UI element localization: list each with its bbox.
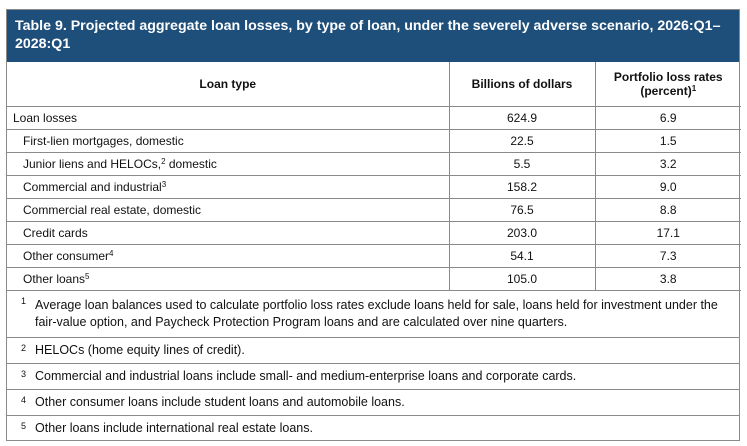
row-billions: 624.9 bbox=[449, 107, 595, 130]
row-billions: 22.5 bbox=[449, 130, 595, 153]
row-footnote-mark: 5 bbox=[85, 272, 90, 281]
row-label bbox=[7, 245, 449, 268]
table-row bbox=[7, 130, 741, 153]
footnote bbox=[7, 416, 739, 441]
row-label-text: First-lien mortgages, domestic bbox=[23, 134, 184, 148]
loan-losses-table bbox=[7, 62, 741, 291]
row-billions: 76.5 bbox=[449, 199, 595, 222]
footnote-mark: 3 bbox=[21, 369, 27, 379]
table-header-row bbox=[7, 62, 741, 107]
footnote-text: Commercial and industrial loans include small- and medium-enterprise loans and corporate cards. bbox=[35, 369, 577, 383]
table-row bbox=[7, 107, 741, 130]
row-loss-rate: 3.8 bbox=[595, 268, 741, 291]
row-label bbox=[7, 130, 449, 153]
header-loss-rate-line1: Portfolio loss rates bbox=[613, 70, 723, 84]
header-billions: Billions of dollars bbox=[449, 62, 595, 107]
row-billions: 203.0 bbox=[449, 222, 595, 245]
row-loss-rate: 1.5 bbox=[595, 130, 741, 153]
table-row bbox=[7, 176, 741, 199]
row-loss-rate: 3.2 bbox=[595, 153, 741, 176]
table-row bbox=[7, 199, 741, 222]
row-label-text: Commercial and industrial bbox=[23, 180, 162, 194]
table-title: Table 9. Projected aggregate loan losses, by type of loan, under the severely adverse scenario, 2026:Q1–2028:Q1 bbox=[7, 10, 739, 62]
row-label bbox=[7, 153, 449, 176]
row-label-text: Credit cards bbox=[23, 226, 88, 240]
footnote bbox=[7, 291, 739, 338]
header-loss-rate-note: 1 bbox=[691, 84, 697, 93]
footnotes bbox=[7, 291, 739, 441]
row-label-text: Loan losses bbox=[13, 111, 78, 125]
row-label-text: Commercial real estate, domestic bbox=[23, 203, 202, 217]
row-label-text: Junior liens and HELOCs, bbox=[23, 157, 162, 171]
footnote-mark: 2 bbox=[21, 343, 27, 353]
footnote bbox=[7, 364, 739, 390]
header-loss-rate bbox=[595, 62, 741, 107]
row-label bbox=[7, 222, 449, 245]
row-label bbox=[7, 199, 449, 222]
footnote-text: Other loans include international real estate loans. bbox=[35, 421, 313, 435]
row-billions: 5.5 bbox=[449, 153, 595, 176]
row-loss-rate: 17.1 bbox=[595, 222, 741, 245]
table-row bbox=[7, 245, 741, 268]
footnote-text: Other consumer loans include student loans and automobile loans. bbox=[35, 395, 405, 409]
header-loan-type: Loan type bbox=[7, 62, 449, 107]
row-label-suffix: domestic bbox=[165, 157, 217, 171]
row-loss-rate: 9.0 bbox=[595, 176, 741, 199]
row-footnote-mark: 2 bbox=[161, 157, 166, 166]
footnote-text: Average loan balances used to calculate portfolio loss rates exclude loans held for sale, loans held for investment under the fair-value option, and Paycheck Protection Program loans and are calculated over nine quarters. bbox=[35, 298, 718, 329]
row-loss-rate: 7.3 bbox=[595, 245, 741, 268]
table-row bbox=[7, 153, 741, 176]
row-billions: 54.1 bbox=[449, 245, 595, 268]
table-row bbox=[7, 222, 741, 245]
row-loss-rate: 8.8 bbox=[595, 199, 741, 222]
row-label-text: Other loans bbox=[23, 272, 86, 286]
footnote-text: HELOCs (home equity lines of credit). bbox=[35, 343, 245, 357]
footnote-mark: 1 bbox=[21, 296, 27, 306]
row-label bbox=[7, 268, 449, 291]
row-label bbox=[7, 176, 449, 199]
footnote bbox=[7, 338, 739, 364]
footnote bbox=[7, 390, 739, 416]
row-label-text: Other consumer bbox=[23, 249, 110, 263]
row-footnote-mark: 3 bbox=[161, 180, 167, 189]
header-loss-rate-line2: (percent) bbox=[640, 84, 692, 98]
row-label bbox=[7, 107, 449, 130]
table-row bbox=[7, 268, 741, 291]
row-footnote-mark: 4 bbox=[109, 249, 114, 258]
row-billions: 158.2 bbox=[449, 176, 595, 199]
row-billions: 105.0 bbox=[449, 268, 595, 291]
row-loss-rate: 6.9 bbox=[595, 107, 741, 130]
footnote-mark: 5 bbox=[21, 421, 27, 431]
loan-losses-table-panel bbox=[6, 9, 740, 441]
footnote-mark: 4 bbox=[21, 395, 27, 405]
